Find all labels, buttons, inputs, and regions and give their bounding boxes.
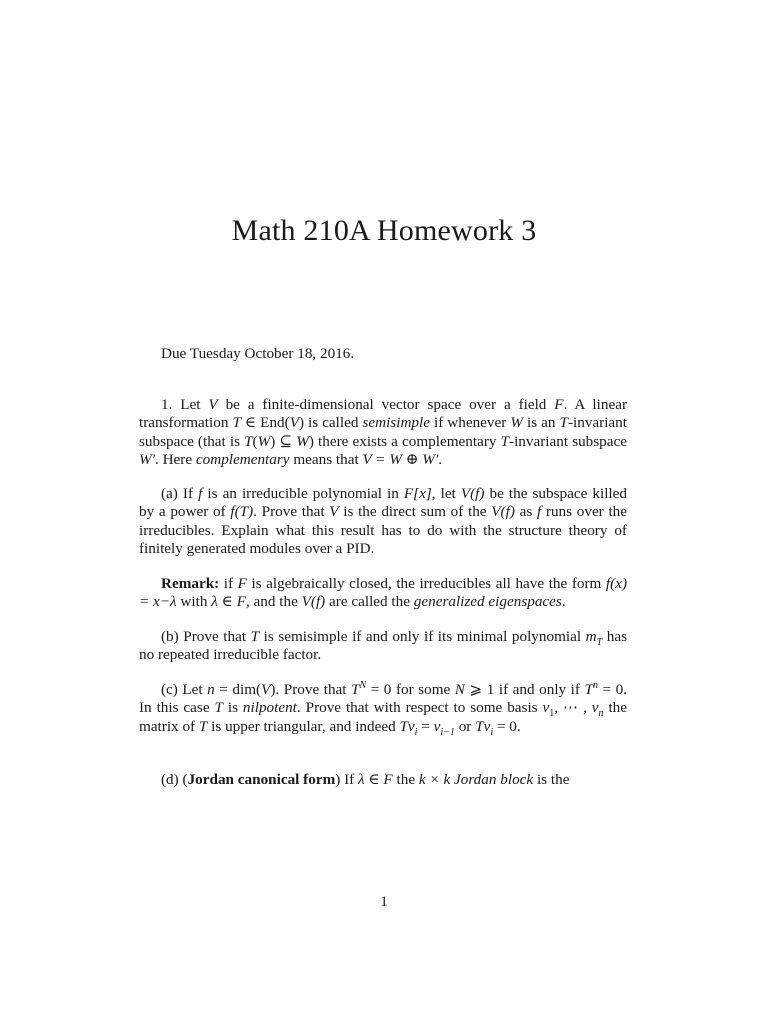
problem-1-intro: 1. Let V be a finite-dimensional vector space over a field F. A linear transformation T ∈ End(V) is called semisimple if whenever W is an T-invariant subspace (that is T(W) ⊆ W) there exists a complementary T-invariant subspace W′. Here complementary means that V = W ⊕ W′.	[139, 396, 628, 468]
page-number: 1	[380, 893, 388, 910]
remark: Remark: if F is algebraically closed, the irreducibles all have the form f(x) = x−λ with λ ∈ F, and the V(f) are called the generalized eigenspaces.	[139, 575, 627, 611]
due-date: Due Tuesday October 18, 2016.	[161, 345, 355, 362]
part-b: (b) Prove that T is semisimple if and only if its minimal polynomial $m_T$ has no repeated irreducible factor.	[139, 628, 627, 664]
part-c: (c) Let n = dim(V). Prove that $T^N = 0$ for some N ⩾ 1 if and only if $T^n = 0$. In this case T is nilpotent. Prove that with respect to some basis $v_1$, ⋯ , $v_n$ the matrix of T is upper triangular, and indeed $Tv_i = v_{i-1}$ or $Tv_i = 0$.	[139, 679, 628, 738]
document-title: Math 210A Homework 3	[231, 214, 537, 247]
part-a: (a) If f is an irreducible polynomial in F[x], let V(f) be the subspace killed by a power of f(T). Prove that V is the direct sum of the V(f) as f runs over the irreducibles. Explain what this result has to do with the structure theory of finitely generated modules over a PID.	[139, 485, 627, 557]
part-d: (d) (Jordan canonical form) If λ ∈ F the k × k Jordan block is the	[161, 771, 570, 788]
remark-label: Remark:	[161, 575, 220, 592]
